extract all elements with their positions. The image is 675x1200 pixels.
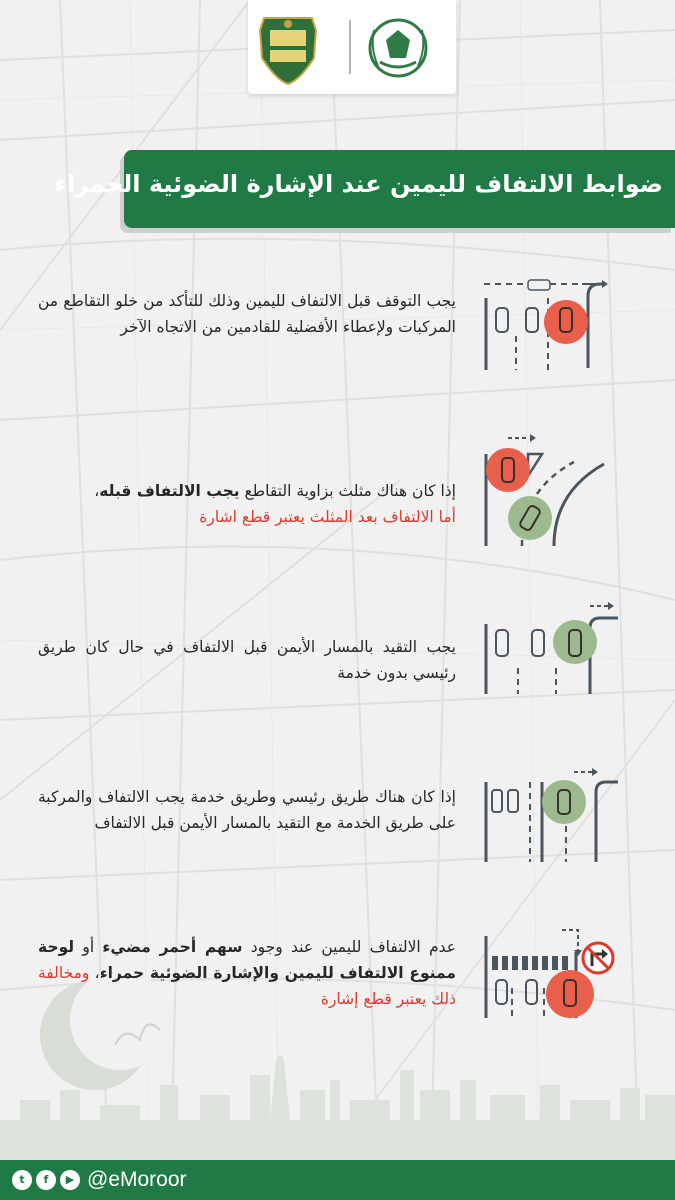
header-logos <box>248 0 456 94</box>
rule-3-diagram <box>478 598 618 698</box>
twitter-icon[interactable]: t <box>12 1170 32 1190</box>
rule-5-emphasis-sign: لوحة ممنوع الالتفاف لليمين والإشارة الضوئية حمراء <box>38 938 456 982</box>
social-handle[interactable]: @eMoroor <box>87 1168 187 1191</box>
rule-3-text: يجب التقيد بالمسار الأيمن قبل الالتفاف في حال كان طريق رئيسي بدون خدمة <box>38 638 456 682</box>
rule-4-diagram <box>478 766 618 866</box>
rule-5-part-a: عدم الالتفاف لليمين عند وجود <box>242 938 456 956</box>
traffic-police-emblem <box>260 18 316 84</box>
page-title: ضوابط الالتفاف لليمين عند الإشارة الضوئية الحمراء <box>54 170 663 198</box>
rule-4-text: إذا كان هناك طريق رئيسي وطريق خدمة يجب الالتفاف والمركبة على طريق الخدمة مع التقيد بالمسار الأيمن قبل الالتفاف <box>38 788 456 832</box>
rule-1-text: يجب التوقف قبل الالتفاف لليمين وذلك للتأكد من خلو التقاطع من المركبات ولإعطاء الأفضلية للقادمين من الاتجاه الآخر <box>38 292 456 336</box>
rule-2-diagram <box>478 430 618 548</box>
rule-5-comma: ، <box>89 964 100 982</box>
rule-2-part-a: إذا كان هناك مثلث بزاوية التقاطع <box>239 482 456 500</box>
crosswalk <box>492 956 568 970</box>
rule-2-emphasis: يجب الالتفاف قبله <box>99 482 240 500</box>
rule-1-diagram <box>478 276 618 374</box>
rule-5-text <box>38 934 456 1012</box>
rule-5-warning: ومخالفة ذلك يعتبر قطع إشارة <box>38 964 456 1008</box>
facebook-icon[interactable]: f <box>36 1170 56 1190</box>
title-banner <box>54 150 675 228</box>
ministry-interior-emblem <box>370 20 426 76</box>
footer-bar <box>0 1160 675 1200</box>
no-right-turn-sign-icon <box>583 943 613 973</box>
rule-5-or: أو <box>74 938 103 956</box>
logos <box>248 0 456 94</box>
rule-2-comma: ، <box>94 482 100 500</box>
rule-2-text <box>38 478 456 530</box>
rule-2-warning: أما الالتفاف بعد المثلث يعتبر قطع اشارة <box>199 508 456 526</box>
youtube-icon[interactable]: ▶ <box>60 1170 80 1190</box>
rule-5-emphasis-arrow: سهم أحمر مضيء <box>102 938 243 956</box>
rule-5-diagram <box>478 922 618 1022</box>
